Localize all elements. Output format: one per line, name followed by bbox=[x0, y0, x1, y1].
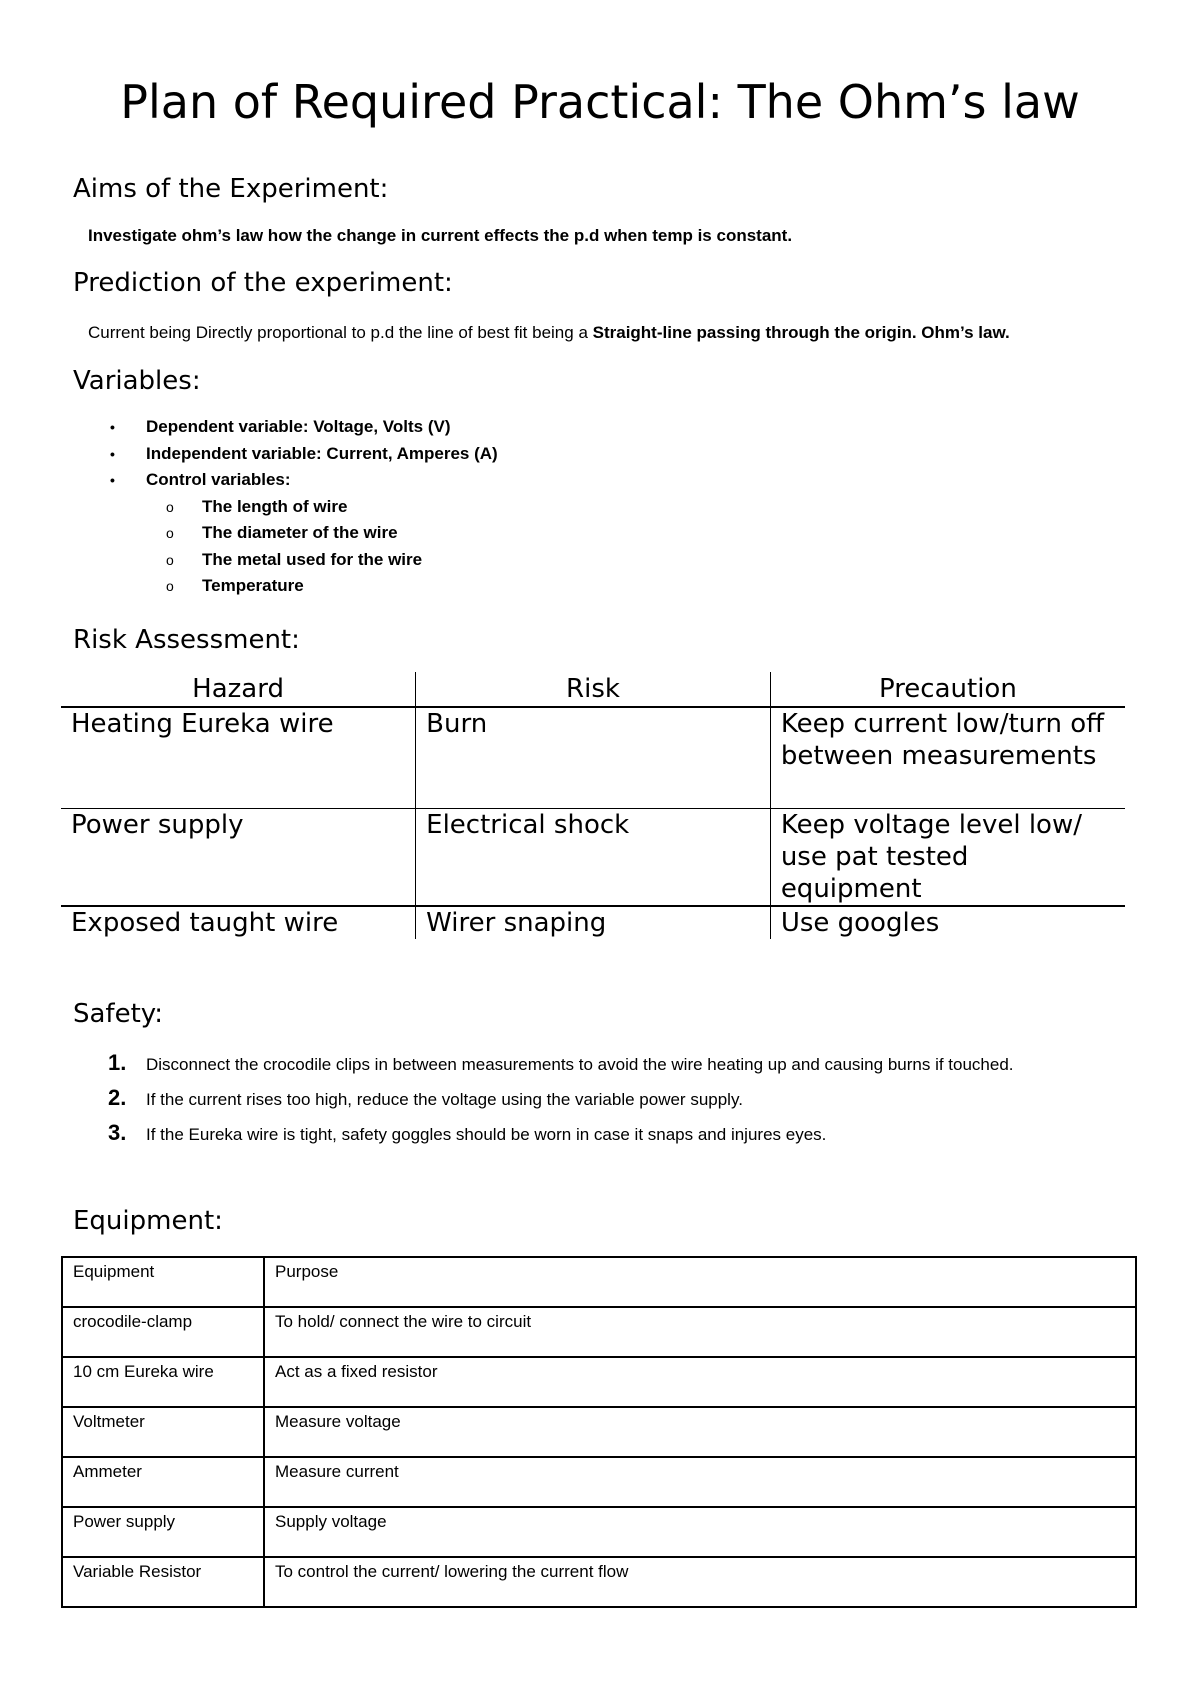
table-row bbox=[62, 1257, 1136, 1307]
safety-list bbox=[106, 1050, 1116, 1155]
table-cell: Power supply bbox=[61, 809, 416, 907]
table-row bbox=[62, 1457, 1136, 1507]
list-number: 3. bbox=[108, 1120, 127, 1145]
safety-item: Disconnect the crocodile clips in between measurements to avoid the wire heating up and causing burns if touched. bbox=[146, 1055, 1014, 1074]
prediction-text bbox=[88, 321, 1010, 345]
sub-bullet-icon: o bbox=[166, 525, 174, 541]
control-variable: The diameter of the wire bbox=[202, 523, 398, 542]
table-cell: Ammeter bbox=[62, 1457, 264, 1507]
bullet-icon: • bbox=[110, 472, 115, 488]
risk-header-precaution: Precaution bbox=[770, 672, 1125, 707]
list-item bbox=[106, 520, 498, 547]
table-cell: Purpose bbox=[264, 1257, 1136, 1307]
bullet-icon: • bbox=[110, 419, 115, 435]
sub-bullet-icon: o bbox=[166, 551, 174, 568]
risk-table bbox=[61, 672, 1125, 939]
table-cell: crocodile-clamp bbox=[62, 1307, 264, 1357]
variables-heading: Variables: bbox=[73, 366, 201, 396]
list-item bbox=[106, 1050, 1116, 1080]
list-number: 1. bbox=[108, 1050, 127, 1075]
variables-list bbox=[106, 414, 498, 600]
risk-heading: Risk Assessment: bbox=[73, 625, 300, 655]
list-item bbox=[106, 573, 498, 600]
table-row bbox=[62, 1407, 1136, 1457]
table-cell: Power supply bbox=[62, 1507, 264, 1557]
control-variable: The metal used for the wire bbox=[202, 549, 423, 569]
list-item bbox=[106, 414, 498, 441]
table-cell: Burn bbox=[416, 707, 771, 809]
safety-item: If the current rises too high, reduce the voltage using the variable power supply. bbox=[146, 1090, 743, 1109]
table-row bbox=[61, 809, 1125, 907]
list-item bbox=[106, 547, 498, 574]
table-row bbox=[62, 1557, 1136, 1607]
table-cell: Keep voltage level low/ use pat tested equipment bbox=[770, 809, 1125, 907]
equipment-table bbox=[61, 1256, 1137, 1608]
risk-header-risk: Risk bbox=[416, 672, 771, 707]
table-cell: Use googles bbox=[770, 906, 1125, 939]
table-cell: Electrical shock bbox=[416, 809, 771, 907]
variable-independent: Independent variable: Current, Amperes (A) bbox=[146, 443, 498, 463]
table-row bbox=[61, 707, 1125, 809]
list-number: 2. bbox=[108, 1085, 127, 1110]
list-item bbox=[106, 1085, 1116, 1115]
list-item bbox=[106, 494, 498, 521]
page-title: Plan of Required Practical: The Ohm’s law bbox=[120, 75, 1080, 129]
table-cell: Heating Eureka wire bbox=[61, 707, 416, 809]
table-row bbox=[61, 906, 1125, 939]
variable-control: Control variables: bbox=[146, 470, 291, 489]
table-cell: Wirer snaping bbox=[416, 906, 771, 939]
table-cell: Variable Resistor bbox=[62, 1557, 264, 1607]
table-cell: Measure current bbox=[264, 1457, 1136, 1507]
equipment-heading: Equipment: bbox=[73, 1206, 223, 1236]
table-cell: Keep current low/turn off between measurements bbox=[770, 707, 1125, 809]
list-item bbox=[106, 441, 498, 468]
prediction-text-part2: Straight-line passing through the origin. Ohm’s law. bbox=[592, 323, 1010, 342]
table-row bbox=[62, 1307, 1136, 1357]
table-row bbox=[62, 1507, 1136, 1557]
prediction-heading: Prediction of the experiment: bbox=[73, 268, 453, 298]
list-item bbox=[106, 467, 498, 494]
table-cell: To control the current/ lowering the current flow bbox=[264, 1557, 1136, 1607]
table-cell: Exposed taught wire bbox=[71, 908, 339, 938]
control-variable: Temperature bbox=[202, 576, 304, 595]
aims-text: Investigate ohm’s law how the change in current effects the p.d when temp is constant. bbox=[88, 226, 793, 245]
table-cell: Voltmeter bbox=[62, 1407, 264, 1457]
safety-item: If the Eureka wire is tight, safety goggles should be worn in case it snaps and injures eyes. bbox=[146, 1125, 827, 1144]
sub-bullet-icon: o bbox=[166, 578, 174, 594]
prediction-text-part1: Current being Directly proportional to p.d the line of best fit being a bbox=[88, 323, 593, 342]
table-row bbox=[62, 1357, 1136, 1407]
table-cell: To hold/ connect the wire to circuit bbox=[264, 1307, 1136, 1357]
table-cell: Measure voltage bbox=[264, 1407, 1136, 1457]
table-cell: 10 cm Eureka wire bbox=[62, 1357, 264, 1407]
control-variable: The length of wire bbox=[202, 496, 348, 516]
bullet-icon: • bbox=[110, 445, 115, 462]
aims-heading: Aims of the Experiment: bbox=[73, 174, 389, 204]
variable-dependent: Dependent variable: Voltage, Volts (V) bbox=[146, 417, 451, 436]
safety-heading: Safety: bbox=[73, 999, 164, 1029]
table-cell: Supply voltage bbox=[264, 1507, 1136, 1557]
risk-header-hazard: Hazard bbox=[61, 672, 416, 707]
list-item bbox=[106, 1120, 1116, 1150]
sub-bullet-icon: o bbox=[166, 498, 174, 515]
table-cell: Act as a fixed resistor bbox=[264, 1357, 1136, 1407]
table-cell: Equipment bbox=[62, 1257, 264, 1307]
